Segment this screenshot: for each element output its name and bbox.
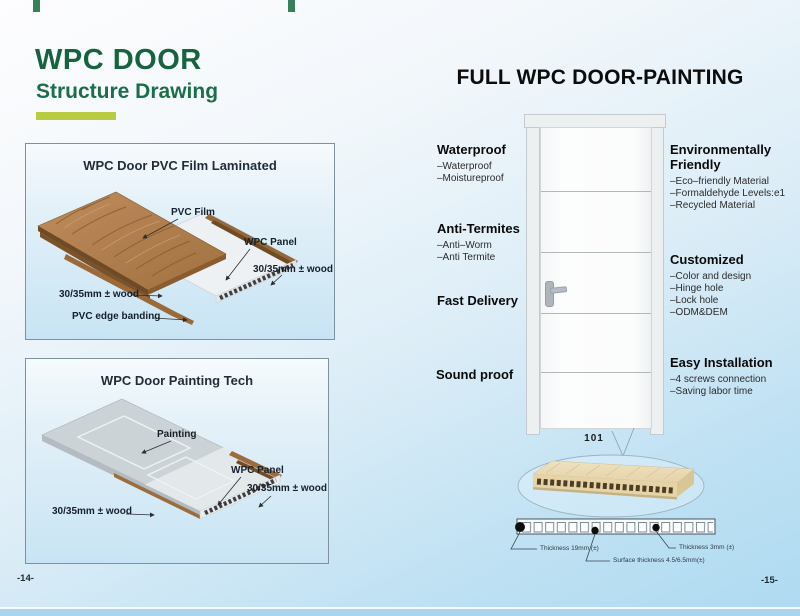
door-handle-lever	[550, 286, 568, 294]
door-groove	[541, 313, 651, 314]
wood-thickness-label-left: 30/35mm ± wood	[59, 289, 139, 300]
bottom-blue-strip	[0, 609, 800, 616]
pvc-film-laminated-box	[25, 143, 335, 340]
feature-item: –ODM&DEM	[670, 307, 728, 318]
measure-dot-wall	[652, 524, 659, 531]
page-subtitle: Structure Drawing	[36, 80, 219, 103]
door-illustration	[524, 114, 666, 434]
feature-item: –Moistureproof	[437, 173, 504, 184]
feature-heading: Sound proof	[436, 367, 514, 382]
pvc-film-label: PVC Film	[171, 207, 215, 218]
door-groove	[541, 372, 651, 373]
top-green-tab	[33, 0, 40, 12]
box2-title: WPC Door Painting Tech	[100, 373, 254, 388]
thickness-wall-label: Thickness 3mm (±)	[679, 544, 735, 551]
page-number-left: -14-	[17, 573, 34, 584]
feature-item: –Lock hole	[670, 295, 719, 306]
wpc-panel-label: WPC Panel	[244, 237, 297, 248]
feature-customized	[670, 252, 798, 319]
measure-dot-surface	[591, 527, 598, 534]
painting-label: Painting	[157, 429, 197, 440]
feature-item: –Recycled Material	[670, 200, 756, 211]
thickness-total-label: Thickness 19mm (±)	[540, 545, 599, 552]
feature-item: –Anti Termite	[437, 252, 496, 263]
door-handle	[545, 281, 554, 307]
feature-heading: Environmentally Friendly	[670, 142, 772, 172]
feature-heading: Fast Delivery	[437, 293, 518, 308]
door-groove	[541, 191, 651, 192]
feature-item: –Formaldehyde Levels:e1	[670, 188, 786, 199]
title-underline-bar	[36, 112, 116, 120]
surface-thickness-label: Surface thickness 4.5/6.5mm(±)	[613, 557, 705, 564]
door-slab	[540, 127, 652, 429]
door-frame-jamb-right	[650, 127, 664, 435]
page-number-right: -15-	[761, 575, 778, 586]
feature-heading: Customized	[670, 252, 744, 267]
door-frame-jamb-left	[526, 127, 540, 435]
feature-item: –Anti–Worm	[437, 240, 492, 251]
feature-item: –Eco–friendly Material	[670, 176, 769, 187]
measure-dot-thickness	[515, 522, 525, 532]
wood-thickness-label-right: 30/35mm ± wood	[253, 264, 333, 275]
top-green-tab	[288, 0, 295, 12]
hollow-panel-3d	[533, 461, 694, 500]
wood-thickness-label-left: 30/35mm ± wood	[52, 506, 132, 517]
box1-title: WPC Door PVC Film Laminated	[83, 158, 277, 173]
wpc-panel-label: WPC Panel	[231, 465, 284, 476]
feature-easy-installation	[670, 355, 798, 398]
feature-item: –Hinge hole	[670, 283, 724, 294]
painting-tech-box	[25, 358, 329, 564]
door-model-number: 101	[584, 433, 604, 444]
feature-heading: Easy Installation	[670, 355, 773, 370]
page-title: WPC DOOR	[35, 44, 202, 76]
door-frame-lintel	[524, 114, 666, 128]
feature-item: –Waterproof	[437, 161, 492, 172]
magnifier-ellipse	[518, 455, 704, 517]
section-title: FULL WPC DOOR-PAINTING	[456, 66, 744, 89]
feature-heading: Waterproof	[437, 142, 506, 157]
painting-tech-diagram	[26, 359, 328, 563]
feature-item: –Color and design	[670, 271, 752, 282]
feature-heading: Anti-Termites	[437, 221, 520, 236]
wood-thickness-label-right: 30/35mm ± wood	[247, 483, 327, 494]
feature-item: –4 screws connection	[670, 374, 767, 385]
door-groove	[541, 252, 651, 253]
measurement-bar	[511, 519, 715, 561]
feature-item: –Saving labor time	[670, 386, 753, 397]
pvc-edge-banding-label: PVC edge banding	[72, 311, 161, 322]
feature-environmentally-friendly	[670, 142, 798, 212]
